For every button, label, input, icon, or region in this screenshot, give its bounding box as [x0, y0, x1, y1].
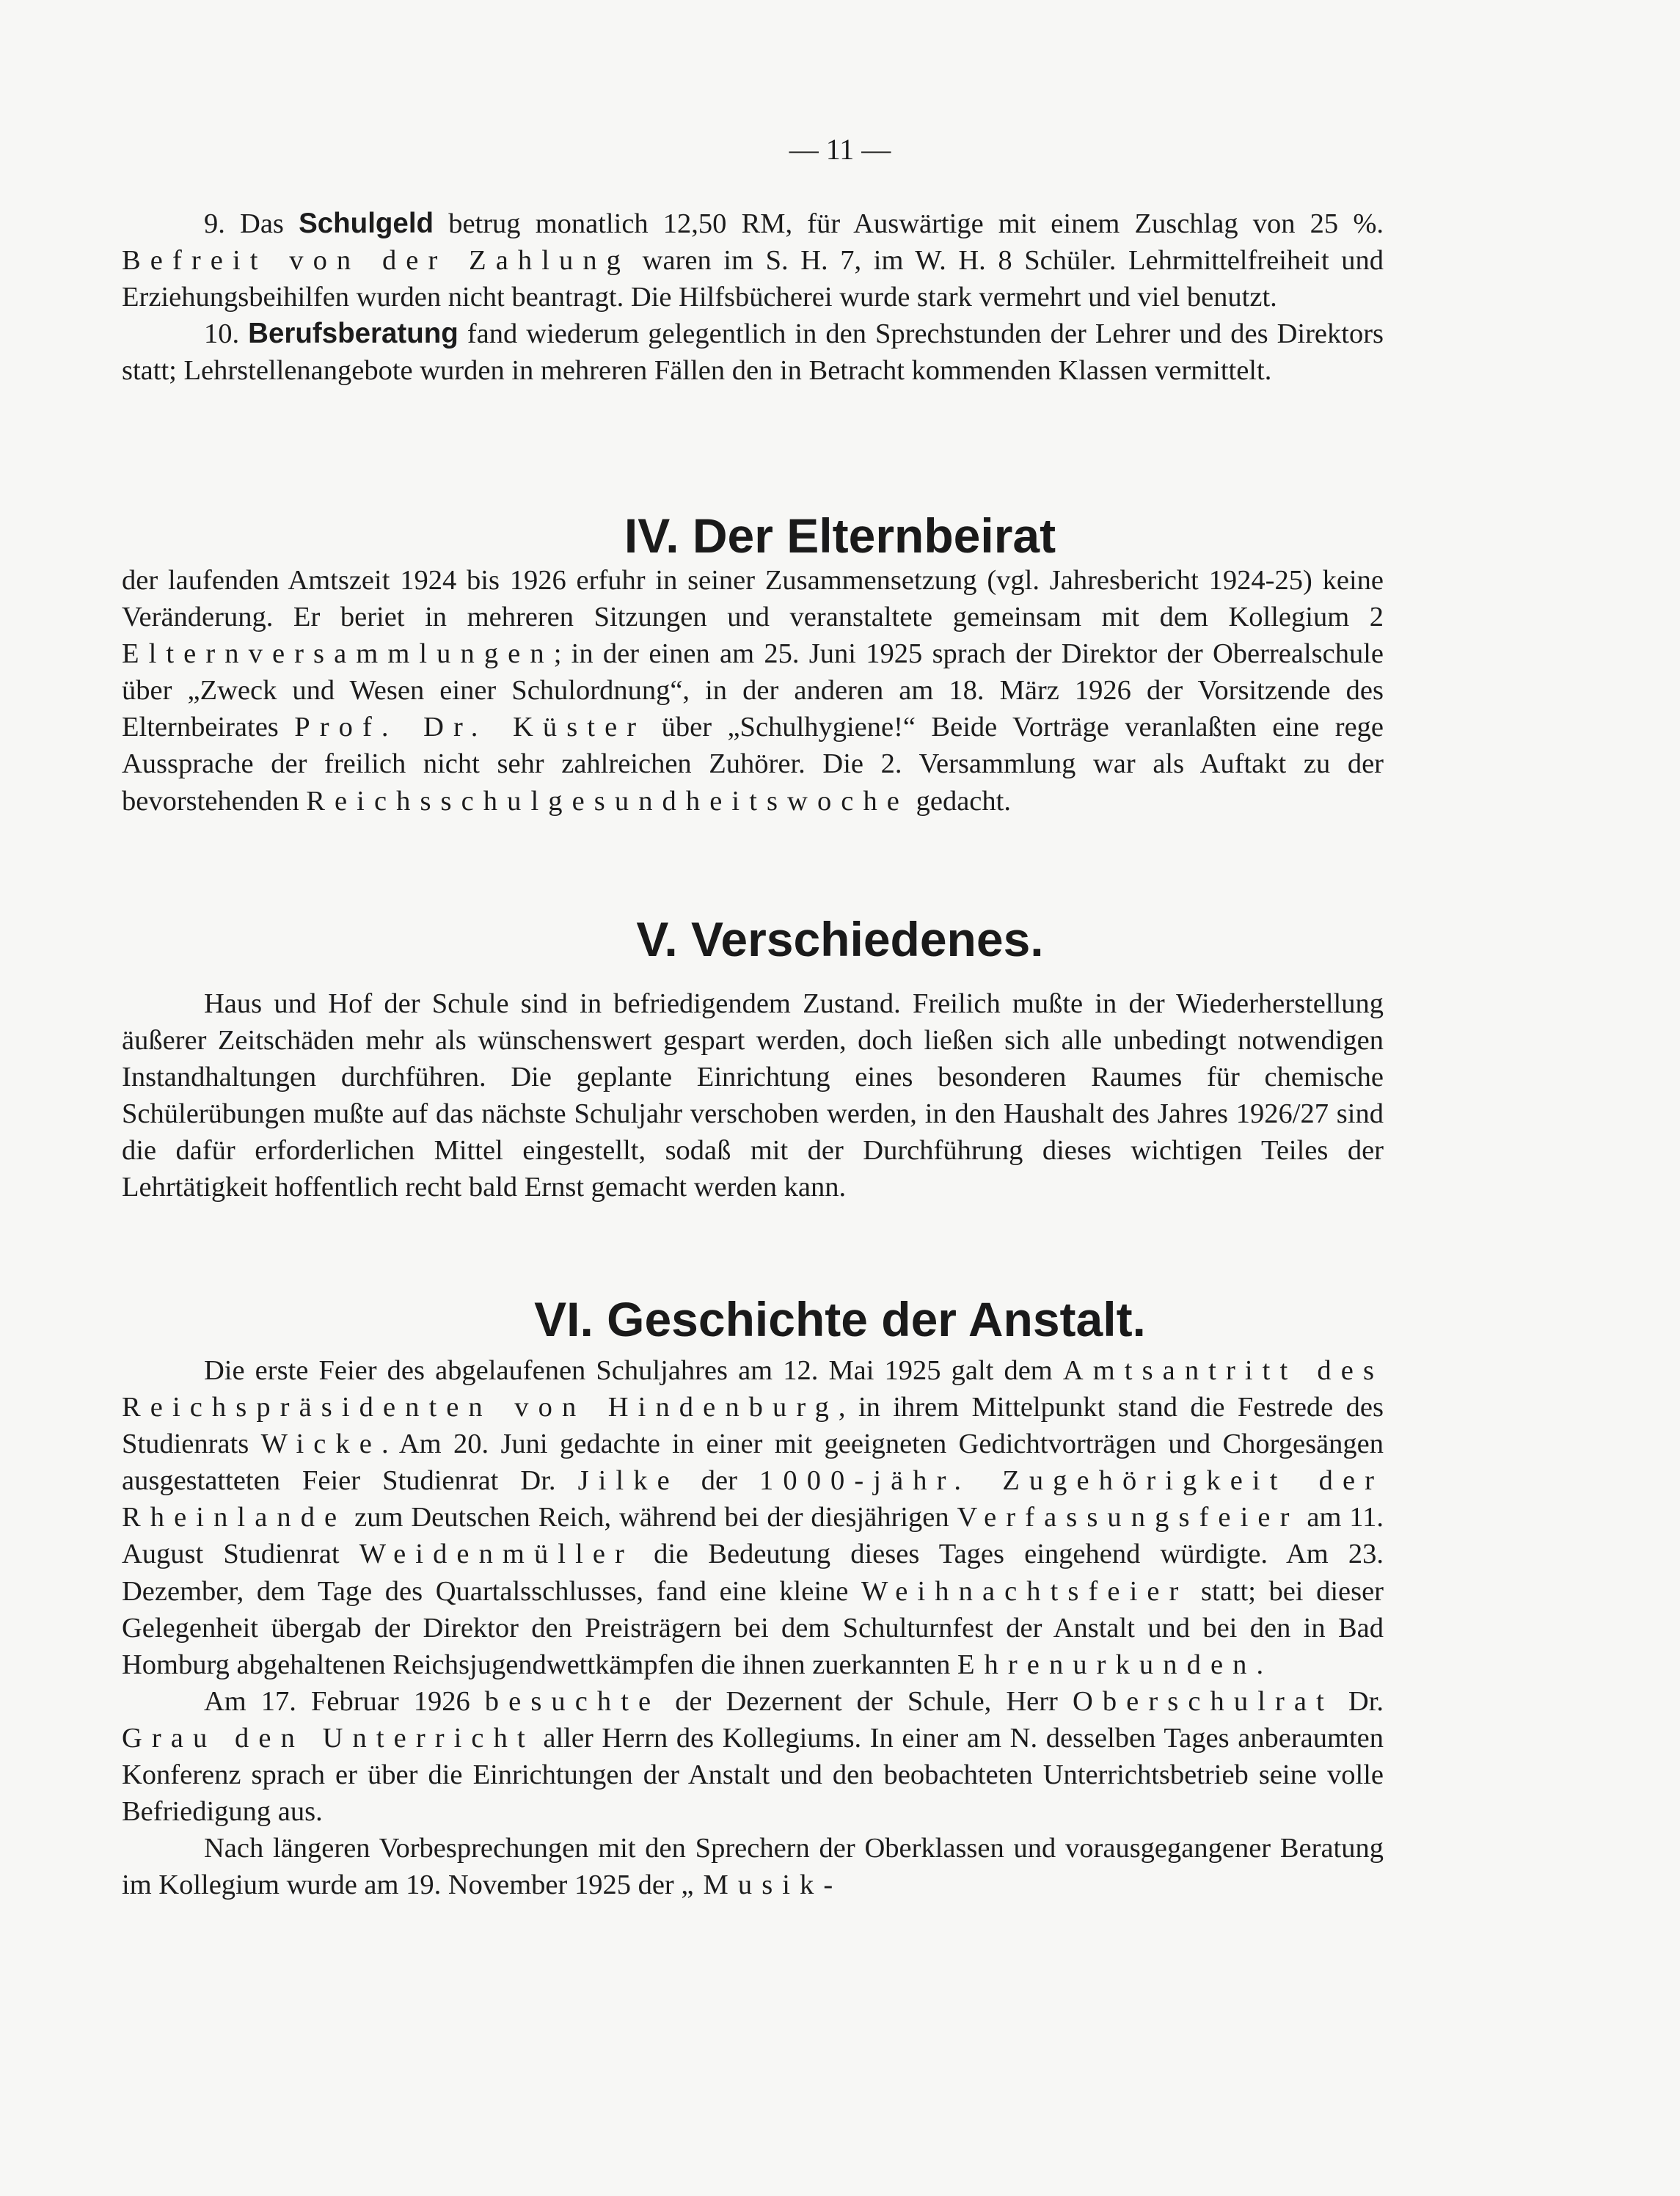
- spaced-term: Prof. Dr. Küster: [294, 712, 646, 743]
- spaced-term: Reichsschulgesundheitswoche: [306, 785, 909, 817]
- spaced-term: „Musik-: [681, 1869, 843, 1901]
- paragraph-geschichte-musik: Nach längeren Vorbesprechungen mit den Sprechern der Oberklassen und vorausgegangener Beratung im Kollegium wurde am 19. November 1925 der „Musik-: [122, 1833, 1384, 1901]
- page-number: — 11 —: [789, 133, 891, 166]
- spaced-term: besuchte: [484, 1685, 661, 1717]
- spaced-term: Elternversammlungen: [122, 638, 554, 670]
- spaced-term: Jilke: [577, 1465, 679, 1497]
- spaced-term: Wicke: [260, 1429, 381, 1460]
- spaced-term: Amtsantritt des Reichspräsidenten von Hindenburg: [122, 1355, 1384, 1423]
- paragraph-berufsberatung: 10. Berufsberatung fand wiederum gelegentlich in den Sprechstunden der Lehrer und des Direktors statt; Lehrstellenangebote wurden in mehreren Fällen den in Betracht kommenden Klassen vermittelt.: [122, 318, 1384, 387]
- section-geschichte: [122, 1352, 1384, 1903]
- paragraph-group-school-fees: [122, 205, 1384, 389]
- spaced-term: 1000-jähr. Zugehörigkeit der Rheinlande: [122, 1465, 1384, 1533]
- section-elternbeirat: [122, 562, 1384, 820]
- spaced-term: Weihnachtsfeier: [861, 1575, 1188, 1607]
- keyword-berufsberatung: Berufsberatung: [248, 318, 459, 350]
- keyword-schulgeld: Schulgeld: [299, 208, 434, 239]
- paragraph-verschiedenes: Haus und Hof der Schule sind in befriedigendem Zustand. Freilich mußte in der Wiederherstellung äußerer Zeitschäden mehr als wünschenswert gespart werden, doch ließen sich alle unbedingt notwendigen Instandhaltungen durchführen. Die geplante Einrichtung eines besonderen Raumes für chemische Schülerübungen mußte auf das nächste Schuljahr verschoben werden, in den Haushalt des Jahres 1926/27 sind die dafür erforderlichen Mittel eingestellt, sodaß mit der Durchführung dieses wichtigen Teiles der Lehrtätigkeit hoffentlich recht bald Ernst gemacht werden kann.: [122, 988, 1384, 1203]
- paragraph-elternbeirat: der laufenden Amtszeit 1924 bis 1926 erfuhr in seiner Zusammensetzung (vgl. Jahresbericht 1924-25) keine Veränderung. Er beriet in mehreren Sitzungen und veranstaltete gemeinsam mit dem Kollegium 2 Elternversammlungen; in der einen am 25. Juni 1925 sprach der Direktor der Oberrealschule über „Zweck und Wesen einer Schulordnung“, in der anderen am 18. März 1926 der Vorsitzende des Elternbeirates Prof. Dr. Küster über „Schulhygiene!“ Beide Vorträge veranlaßten eine rege Aussprache der freilich nicht sehr zahlreichen Zuhörer. Die 2. Versammlung war als Auftakt zu der bevorstehenden Reichsschulgesundheitswoche gedacht.: [122, 565, 1384, 817]
- heading-geschichte: VI. Geschichte der Anstalt.: [534, 1292, 1146, 1346]
- heading-verschiedenes: V. Verschiedenes.: [636, 912, 1044, 966]
- spaced-term: Ehrenurkunden: [957, 1649, 1257, 1680]
- heading-elternbeirat: IV. Der Elternbeirat: [624, 508, 1056, 563]
- section-verschiedenes: [122, 985, 1384, 1206]
- paragraph-schulgeld: 9. Das Schulgeld betrug monatlich 12,50 RM, für Auswärtige mit einem Zuschlag von 25 %. Befreit von der Zahlung waren im S. H. 7, im W. H. 8 Schüler. Lehrmittelfreiheit und Erziehungsbeihilfen wurden nicht beantragt. Die Hilfsbücherei wurde stark vermehrt und viel benutzt.: [122, 208, 1384, 313]
- spaced-term: Grau den Unterricht: [122, 1722, 535, 1754]
- spaced-term: Befreit von der Zahlung: [122, 245, 631, 277]
- spaced-term: Oberschulrat: [1072, 1685, 1334, 1717]
- spaced-term: Weidenmüller: [359, 1539, 634, 1570]
- paragraph-geschichte-besuch: Am 17. Februar 1926 besuchte der Dezernent der Schule, Herr Oberschulrat Dr. Grau den Unterricht aller Herrn des Kollegiums. In einer am N. desselben Tages anberaumten Konferenz sprach er über die Einrichtungen der Anstalt und den beobachteten Unterrichtsbetrieb seine volle Befriedigung aus.: [122, 1685, 1384, 1828]
- paragraph-geschichte-feiern: Die erste Feier des abgelaufenen Schuljahres am 12. Mai 1925 galt dem Amtsantritt des Reichspräsidenten von Hindenburg, in ihrem Mittelpunkt stand die Festrede des Studienrats Wicke. Am 20. Juni gedachte in einer mit geeigneten Gedichtvorträgen und Chorgesängen ausgestatteten Feier Studienrat Dr. Jilke der 1000-jähr. Zugehörigkeit der Rheinlande zum Deutschen Reich, während bei der diesjährigen Verfassungsfeier am 11. August Studienrat Weidenmüller die Bedeutung dieses Tages eingehend würdigte. Am 23. Dezember, dem Tage des Quartalsschlusses, fand eine kleine Weihnachtsfeier statt; bei dieser Gelegenheit übergab der Direktor den Preisträgern bei dem Schulturnfest der Anstalt und bei den in Bad Homburg abgehaltenen Reichsjugendwettkämpfen die ihnen zuerkannten Ehrenurkunden.: [122, 1355, 1384, 1680]
- spaced-term: Verfassungsfeier: [957, 1502, 1299, 1533]
